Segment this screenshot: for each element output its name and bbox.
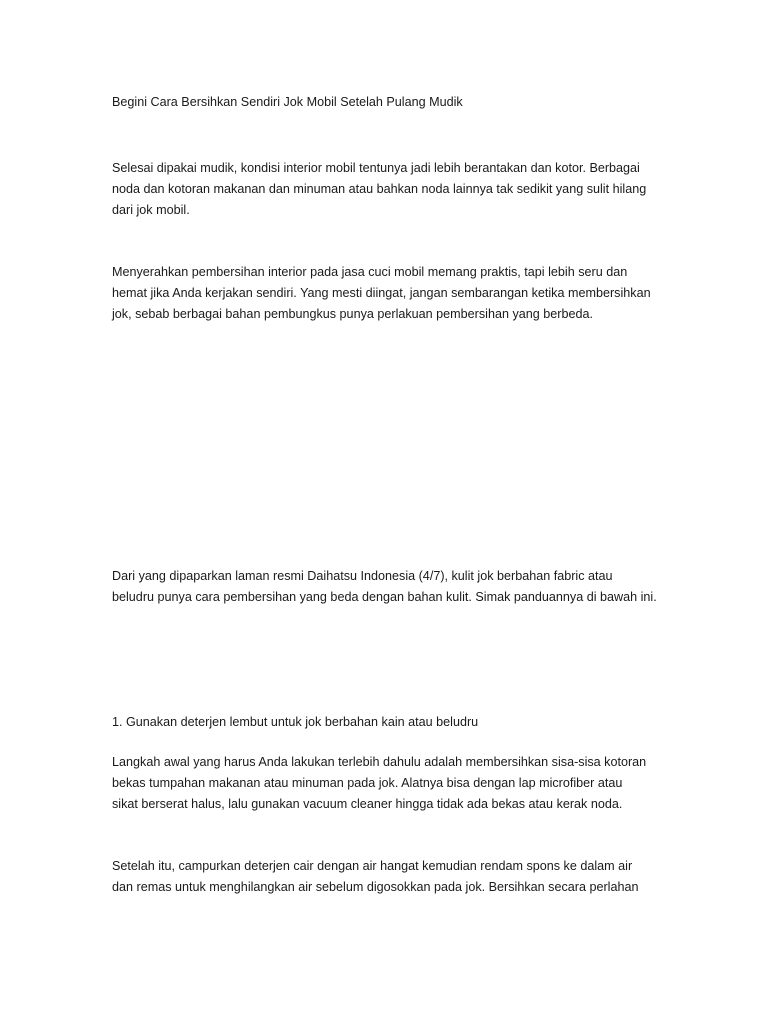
paragraph-step-1 bbox=[112, 752, 672, 815]
paragraph-line: Selesai dipakai mudik, kondisi interior mobil tentunya jadi lebih berantakan dan kotor. Berbagai bbox=[112, 161, 640, 175]
paragraph-intro bbox=[112, 158, 672, 221]
paragraph-line: dan remas untuk menghilangkan air sebelum digosokkan pada jok. Bersihkan secara perlahan bbox=[112, 880, 639, 894]
article-title bbox=[112, 92, 672, 113]
paragraph-advice bbox=[112, 262, 672, 325]
paragraph-line: noda dan kotoran makanan dan minuman atau bahkan noda lainnya tak sedikit yang sulit hilang bbox=[112, 182, 647, 196]
paragraph-line: bekas tumpahan makanan atau minuman pada jok. Alatnya bisa dengan lap microfiber atau bbox=[112, 776, 623, 790]
paragraph-step-1-continued bbox=[112, 856, 672, 898]
paragraph-line: beludru punya cara pembersihan yang beda dengan bahan kulit. Simak panduannya di bawah ini. bbox=[112, 590, 657, 604]
heading-text: 1. Gunakan deterjen lembut untuk jok berbahan kain atau beludru bbox=[112, 715, 479, 729]
paragraph-line: sikat berserat halus, lalu gunakan vacuum cleaner hingga tidak ada bekas atau kerak noda. bbox=[112, 797, 623, 811]
paragraph-line: Setelah itu, campurkan deterjen cair dengan air hangat kemudian rendam spons ke dalam air bbox=[112, 859, 633, 873]
paragraph-line: dari jok mobil. bbox=[112, 203, 190, 217]
title-text: Begini Cara Bersihkan Sendiri Jok Mobil Setelah Pulang Mudik bbox=[112, 95, 463, 109]
paragraph-line: Dari yang dipaparkan laman resmi Daihatsu Indonesia (4/7), kulit jok berbahan fabric atau bbox=[112, 569, 613, 583]
paragraph-line: Langkah awal yang harus Anda lakukan terlebih dahulu adalah membersihkan sisa-sisa kotoran bbox=[112, 755, 647, 769]
paragraph-line: Menyerahkan pembersihan interior pada jasa cuci mobil memang praktis, tapi lebih seru dan bbox=[112, 265, 628, 279]
section-heading-1 bbox=[112, 712, 672, 733]
paragraph-line: jok, sebab berbagai bahan pembungkus punya perlakuan pembersihan yang berbeda. bbox=[112, 307, 594, 321]
paragraph-line: hemat jika Anda kerjakan sendiri. Yang mesti diingat, jangan sembarangan ketika membersihkan bbox=[112, 286, 651, 300]
paragraph-source bbox=[112, 566, 672, 608]
